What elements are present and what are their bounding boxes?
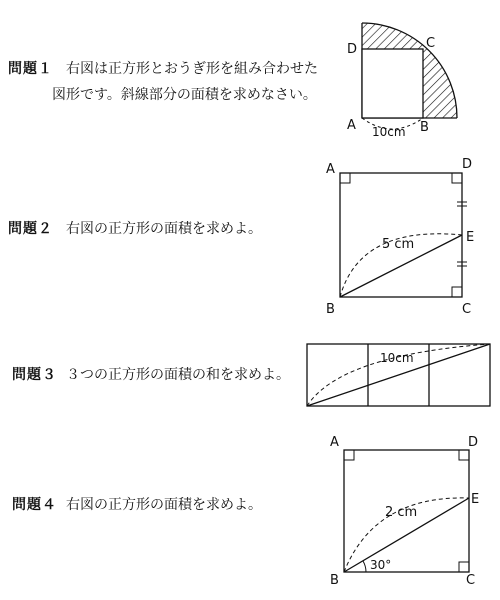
problem-2-label: 問題２ — [8, 221, 53, 237]
point-E: E — [471, 492, 480, 507]
right-angle-C — [459, 562, 469, 572]
measure-label: 2 cm — [385, 505, 418, 520]
figure-3 — [307, 344, 490, 406]
figure-2 — [326, 157, 474, 317]
right-angle-A — [340, 173, 350, 183]
point-A: A — [347, 118, 356, 133]
problem-3-label: 問題３ — [12, 367, 57, 383]
point-A: A — [326, 162, 335, 177]
measure-label: 5 cm — [382, 237, 415, 252]
angle-label: 30° — [370, 558, 392, 572]
problem-4-label: 問題４ — [12, 497, 57, 513]
problem-4-text: 右図の正方形の面積を求めよ。 — [66, 497, 262, 513]
point-C: C — [462, 302, 472, 317]
problem-1-text-line-2: 図形です。斜線部分の面積を求めなさい。 — [52, 87, 317, 103]
point-E: E — [466, 230, 475, 245]
measure-label: 10cm — [372, 125, 406, 139]
right-angle-D — [459, 450, 469, 460]
point-D: D — [347, 42, 358, 57]
problem-2-text: 右図の正方形の面積を求めよ。 — [66, 221, 262, 237]
figure-1 — [347, 23, 457, 139]
square — [362, 49, 423, 118]
right-angle-A — [344, 450, 354, 460]
point-C: C — [426, 36, 436, 51]
measure-label: 10cm — [380, 351, 414, 365]
point-D: D — [468, 435, 479, 450]
right-angle-D — [452, 173, 462, 183]
square — [340, 173, 462, 297]
figure-4 — [330, 435, 479, 588]
problem-3-text: ３つの正方形の面積の和を求めよ。 — [66, 367, 290, 383]
right-angle-C — [452, 287, 462, 297]
problem-1-text-line-1: 右図は正方形とおうぎ形を組み合わせた — [66, 61, 318, 77]
point-B: B — [326, 302, 335, 317]
point-C: C — [466, 573, 476, 588]
point-B: B — [330, 573, 339, 588]
point-A: A — [330, 435, 339, 450]
point-D: D — [462, 157, 473, 172]
problem-1-label: 問題１ — [8, 61, 53, 77]
point-B: B — [420, 120, 429, 135]
angle-arc — [363, 561, 366, 572]
